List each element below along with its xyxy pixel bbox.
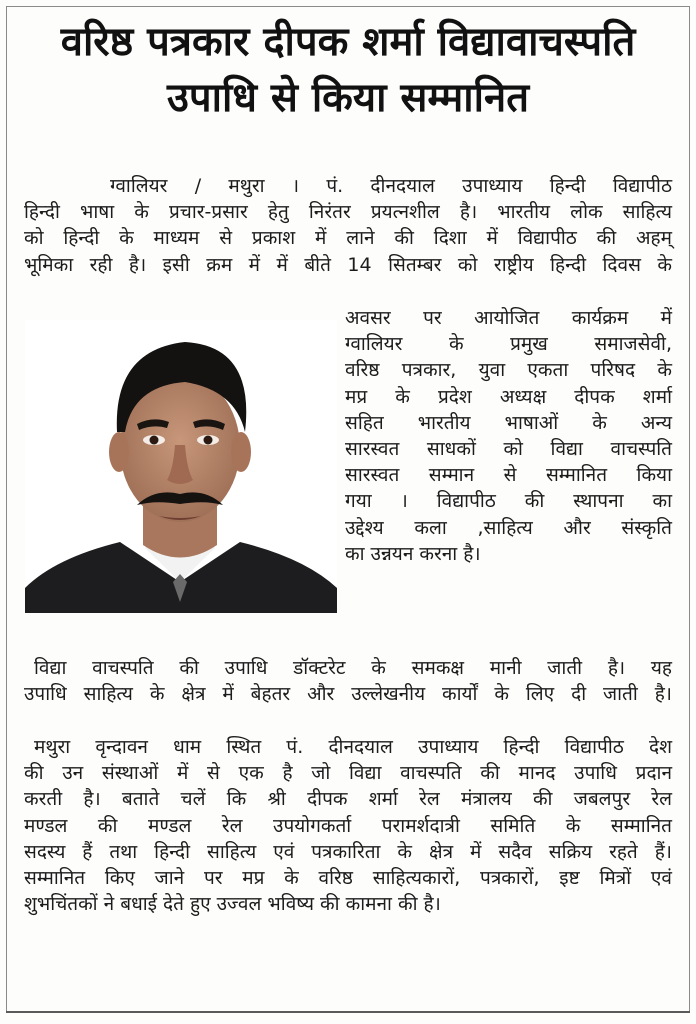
paragraph-line: का उन्नयन करना है। (345, 542, 481, 565)
paragraph-text: विद्या वाचस्पति की उपाधि डॉक्टरेट के समकक्ष मानी जाती है। यह (34, 657, 672, 679)
paragraph-line: की उन संस्थाओं में से एक है जो विद्या वाचस्पति की मानद उपाधि प्रदान (24, 762, 672, 785)
paragraph-line: को हिन्दी के माध्यम से प्रकाश में लाने की दिशा में विद्यापीठ की अहम् (24, 227, 672, 250)
paragraph-line: ग्वालियर के प्रमुख समाजसेवी, (345, 333, 672, 356)
headline (0, 14, 696, 126)
paragraph-line: मप्र के प्रदेश अध्यक्ष दीपक शर्मा (345, 385, 672, 408)
paragraph-line: मण्डल की मण्डल रेल उपयोगकर्ता परामर्शदात्री समिति के सम्मानित (24, 814, 672, 837)
paragraph-line: अवसर पर आयोजित कार्यक्रम में (345, 307, 672, 329)
bottom-rule (6, 1011, 690, 1013)
headline-line-2: उपाधि से किया सम्मानित (166, 75, 530, 121)
paragraph-wrap-right (345, 305, 672, 567)
paragraph-line (24, 655, 672, 681)
paragraph-line: सारस्वत सम्मान से सम्मानित किया (345, 464, 672, 487)
paragraph-line: सदस्य हैं तथा हिन्दी साहित्य एवं पत्रकारिता के क्षेत्र में सदैव सक्रिय रहते हैं। (24, 840, 672, 863)
portrait-photo-icon (25, 320, 337, 613)
paragraph-institution (24, 734, 672, 917)
paragraph-line: गया । विद्यापीठ की स्थापना का (345, 490, 672, 513)
paragraph-line (24, 734, 672, 760)
paragraph-line: सहित भारतीय भाषाओं के अन्य (345, 411, 672, 434)
paragraph-line: उपाधि साहित्य के क्षेत्र में बेहतर और उल्लेखनीय कार्यों के लिए दी जाती है। (24, 683, 672, 706)
paragraph-line: भूमिका रही है। इसी क्रम में में बीते 14 सितम्बर को राष्ट्रीय हिन्दी दिवस के (24, 253, 672, 276)
headline-line-1: वरिष्ठ पत्रकार दीपक शर्मा विद्यावाचस्पति (60, 19, 636, 65)
paragraph-line: सम्मानित किए जाने पर मप्र के वरिष्ठ साहित्यकारों, पत्रकारों, इष्ट मित्रों एवं (24, 867, 672, 890)
paragraph-text: मथुरा वृन्दावन धाम स्थित पं. दीनदयाल उपाध्याय हिन्दी विद्यापीठ देश (34, 736, 672, 758)
paragraph-line: शुभचिंतकों ने बधाई देते हुए उज्वल भविष्य की कामना की है। (24, 893, 441, 916)
paragraph-line (24, 173, 672, 199)
paragraph-line: करती है। बताते चलें कि श्री दीपक शर्मा रेल मंत्रालय की जबलपुर रेल (24, 788, 672, 811)
paragraph-line: वरिष्ठ पत्रकार, युवा एकता परिषद के (345, 359, 672, 382)
paragraph-line: हिन्दी भाषा के प्रचार-प्रसार हेतु निरंतर प्रयत्नशील है। भारतीय लोक साहित्य (24, 201, 672, 224)
paragraph-line: उद्देश्य कला ,साहित्य और संस्कृति (345, 516, 672, 539)
dateline-text: ग्वालियर / मथुरा । पं. दीनदयाल उपाध्याय हिन्दी विद्यापीठ (110, 175, 672, 197)
paragraph-intro (24, 173, 672, 278)
paragraph-degree (24, 655, 672, 707)
paragraph-line: सारस्वत साधकों को विद्या वाचस्पति (345, 438, 672, 461)
